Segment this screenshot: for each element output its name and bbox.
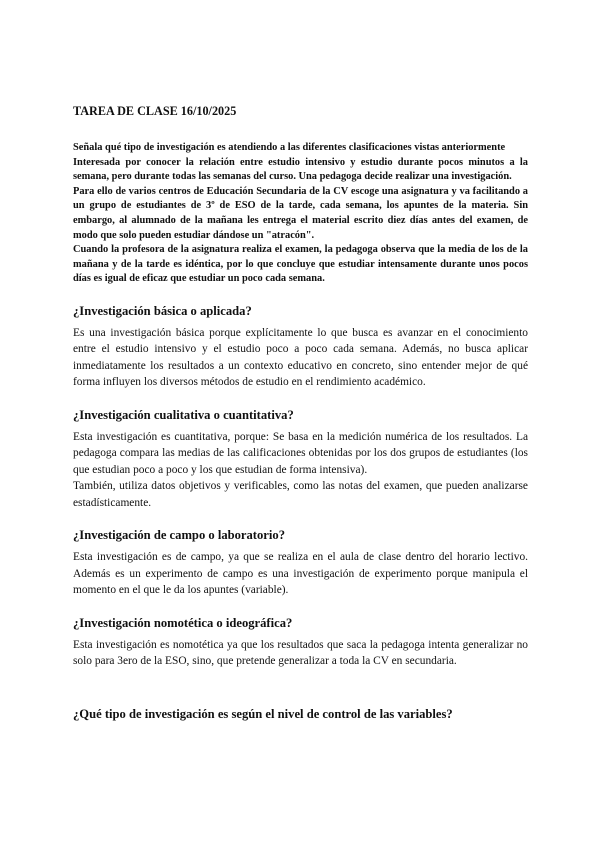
- scenario-paragraph: Cuando la profesora de la asignatura realiza el examen, la pedagoga observa que la media de los de la mañana y de la tarde es idéntica, por lo que concluye que estudiar intensamente durante unos pocos días es igual de eficaz que estudiar un poco cada semana.: [73, 244, 528, 285]
- document-title: TAREA DE CLASE 16/10/2025: [73, 104, 237, 118]
- document-body: [73, 104, 528, 728]
- question-variable-control: [73, 706, 528, 722]
- question-nomothetic-ideographic: [73, 615, 528, 670]
- question-heading: ¿Investigación de campo o laboratorio?: [73, 528, 285, 543]
- answer-paragraph: Esta investigación es cuantitativa, porque: Se basa en la medición numérica de los resultados. La pedagoga compara las medias de las calificaciones obtenidas por los dos grupos de estudiantes (los que estudian poco a poco y los que estudian de forma intensiva).: [73, 430, 528, 476]
- question-field-laboratory: [73, 527, 528, 599]
- question-heading: ¿Investigación nomotética o ideográfica?: [73, 615, 293, 630]
- answer-paragraph: Esta investigación es nomotética ya que los resultados que saca la pedagoga intenta generalizar no solo para 3ero de la ESO, sino, que pretende generalizar a toda la CV en secundaria.: [73, 638, 528, 668]
- question-heading: ¿Investigación básica o aplicada?: [73, 303, 252, 318]
- scenario-paragraph: Interesada por conocer la relación entre estudio intensivo y estudio durante pocos minutos a la semana, pero durante todas las semanas del curso. Una pedagoga decide realizar una investigación.: [73, 156, 528, 183]
- answer-paragraph: También, utiliza datos objetivos y verificables, como las notas del examen, que pueden analizarse estadísticamente.: [73, 480, 528, 509]
- question-heading: ¿Investigación cualitativa o cuantitativa?: [73, 407, 294, 422]
- question-basic-applied: [73, 303, 528, 391]
- assignment-statement: [73, 141, 528, 287]
- instruction-paragraph: Señala qué tipo de investigación es atendiendo a las diferentes clasificaciones vistas anteriormente: [73, 142, 506, 153]
- answer-paragraph: Es una investigación básica porque explícitamente lo que busca es avanzar en el conocimiento entre el estudio intensivo y el estudio poco a poco cada semana. Además, no busca aplicar inmediatamente los resultados a un contexto educativo en concreto, sino entender mejor de qué forma influyen los diversos métodos de estudio en el rendimiento académico.: [73, 326, 528, 389]
- question-heading: ¿Qué tipo de investigación es según el nivel de control de las variables?: [73, 706, 453, 721]
- question-qualitative-quantitative: [73, 407, 528, 512]
- scenario-paragraph: Para ello de varios centros de Educación Secundaria de la CV escoge una asignatura y va facilitando a un grupo de estudiantes de 3º de ESO de la tarde, cada semana, los apuntes de la materia. Sin embargo, al alumnado de la mañana les entrega el material escrito diez días antes del examen, de modo que solo pueden estudiar dándose un "atracón".: [73, 185, 528, 241]
- answer-paragraph: Esta investigación es de campo, ya que se realiza en el aula de clase dentro del horario lectivo. Además es un experimento de campo es una investigación de experimento porque manipula el momento en el que le da los apuntes (variable).: [73, 551, 528, 597]
